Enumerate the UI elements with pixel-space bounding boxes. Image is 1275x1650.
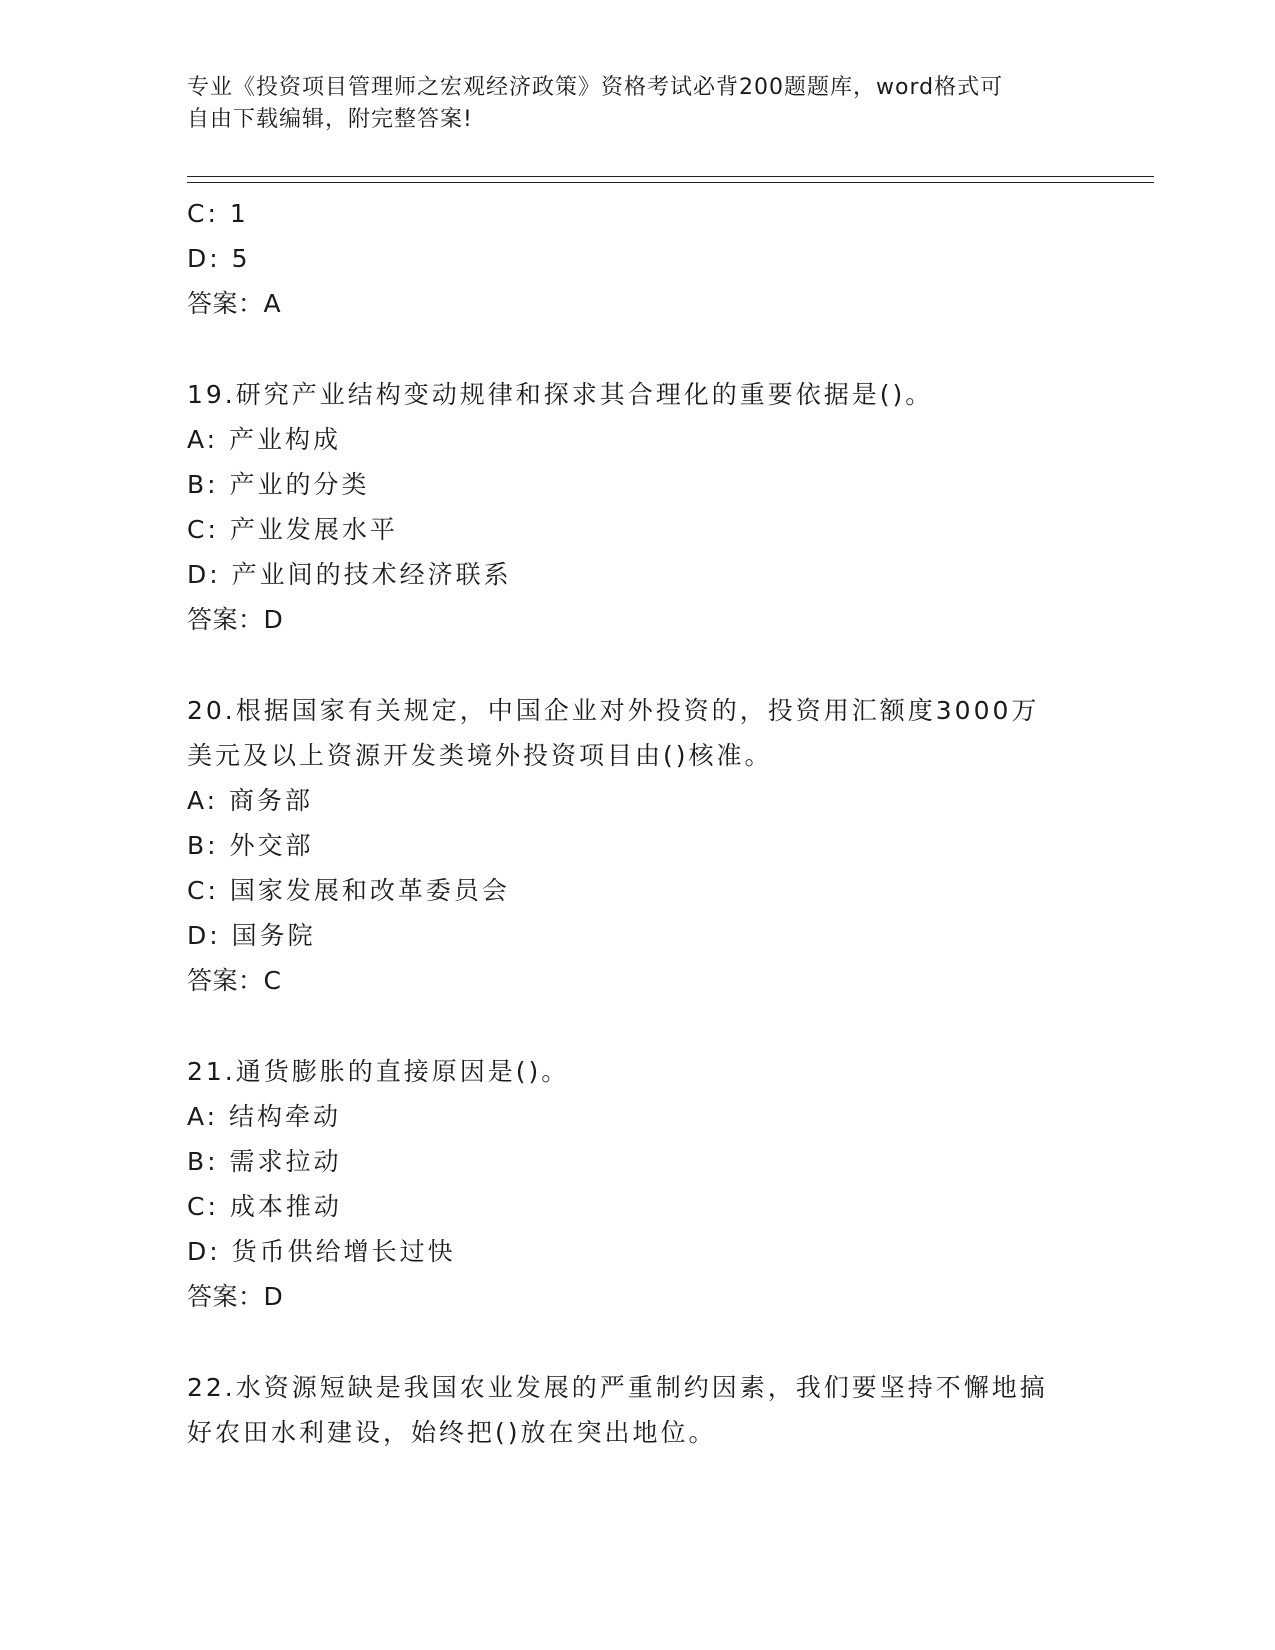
- option-a: A: 结构牵动: [187, 1102, 342, 1131]
- question-text: 21.通货膨胀的直接原因是()。: [187, 1057, 570, 1086]
- option-d: D: 5: [187, 244, 251, 273]
- question-text: 好农田水利建设，始终把()放在突出地位。: [187, 1418, 717, 1447]
- header-rule-top: [187, 176, 1154, 177]
- option-c: C: 国家发展和改革委员会: [187, 876, 510, 905]
- question-list: [187, 191, 1087, 1455]
- answer: 答案：C: [187, 966, 282, 995]
- answer: 答案：D: [187, 1282, 284, 1311]
- header-line-2: 自由下载编辑，附完整答案!: [187, 107, 473, 132]
- question-20: [187, 688, 1087, 778]
- question-text: 20.根据国家有关规定，中国企业对外投资的，投资用汇额度3000万: [187, 696, 1040, 725]
- option-c: C: 1: [187, 199, 249, 228]
- question-text: 美元及以上资源开发类境外投资项目由()核准。: [187, 741, 773, 770]
- option-c: C: 成本推动: [187, 1192, 342, 1221]
- question-text: 22.水资源短缺是我国农业发展的严重制约因素，我们要坚持不懈地搞: [187, 1373, 1048, 1402]
- answer: 答案：D: [187, 605, 284, 634]
- question-text: 19.研究产业结构变动规律和探求其合理化的重要依据是()。: [187, 380, 934, 409]
- option-a: A: 商务部: [187, 786, 314, 815]
- header-rule-bottom: [187, 182, 1154, 183]
- question-19: [187, 372, 1087, 417]
- option-d: D: 产业间的技术经济联系: [187, 560, 512, 589]
- question-21: [187, 1049, 1087, 1094]
- option-b: B: 需求拉动: [187, 1147, 342, 1176]
- header-line-1: 专业《投资项目管理师之宏观经济政策》资格考试必背200题题库，word格式可: [187, 75, 1004, 100]
- option-b: B: 外交部: [187, 831, 314, 860]
- option-a: A: 产业构成: [187, 425, 342, 454]
- document-header: [187, 72, 1087, 136]
- question-22: [187, 1365, 1087, 1455]
- option-d: D: 国务院: [187, 921, 316, 950]
- option-d: D: 货币供给增长过快: [187, 1237, 456, 1266]
- option-c: C: 产业发展水平: [187, 515, 398, 544]
- option-b: B: 产业的分类: [187, 470, 370, 499]
- answer: 答案：A: [187, 289, 282, 318]
